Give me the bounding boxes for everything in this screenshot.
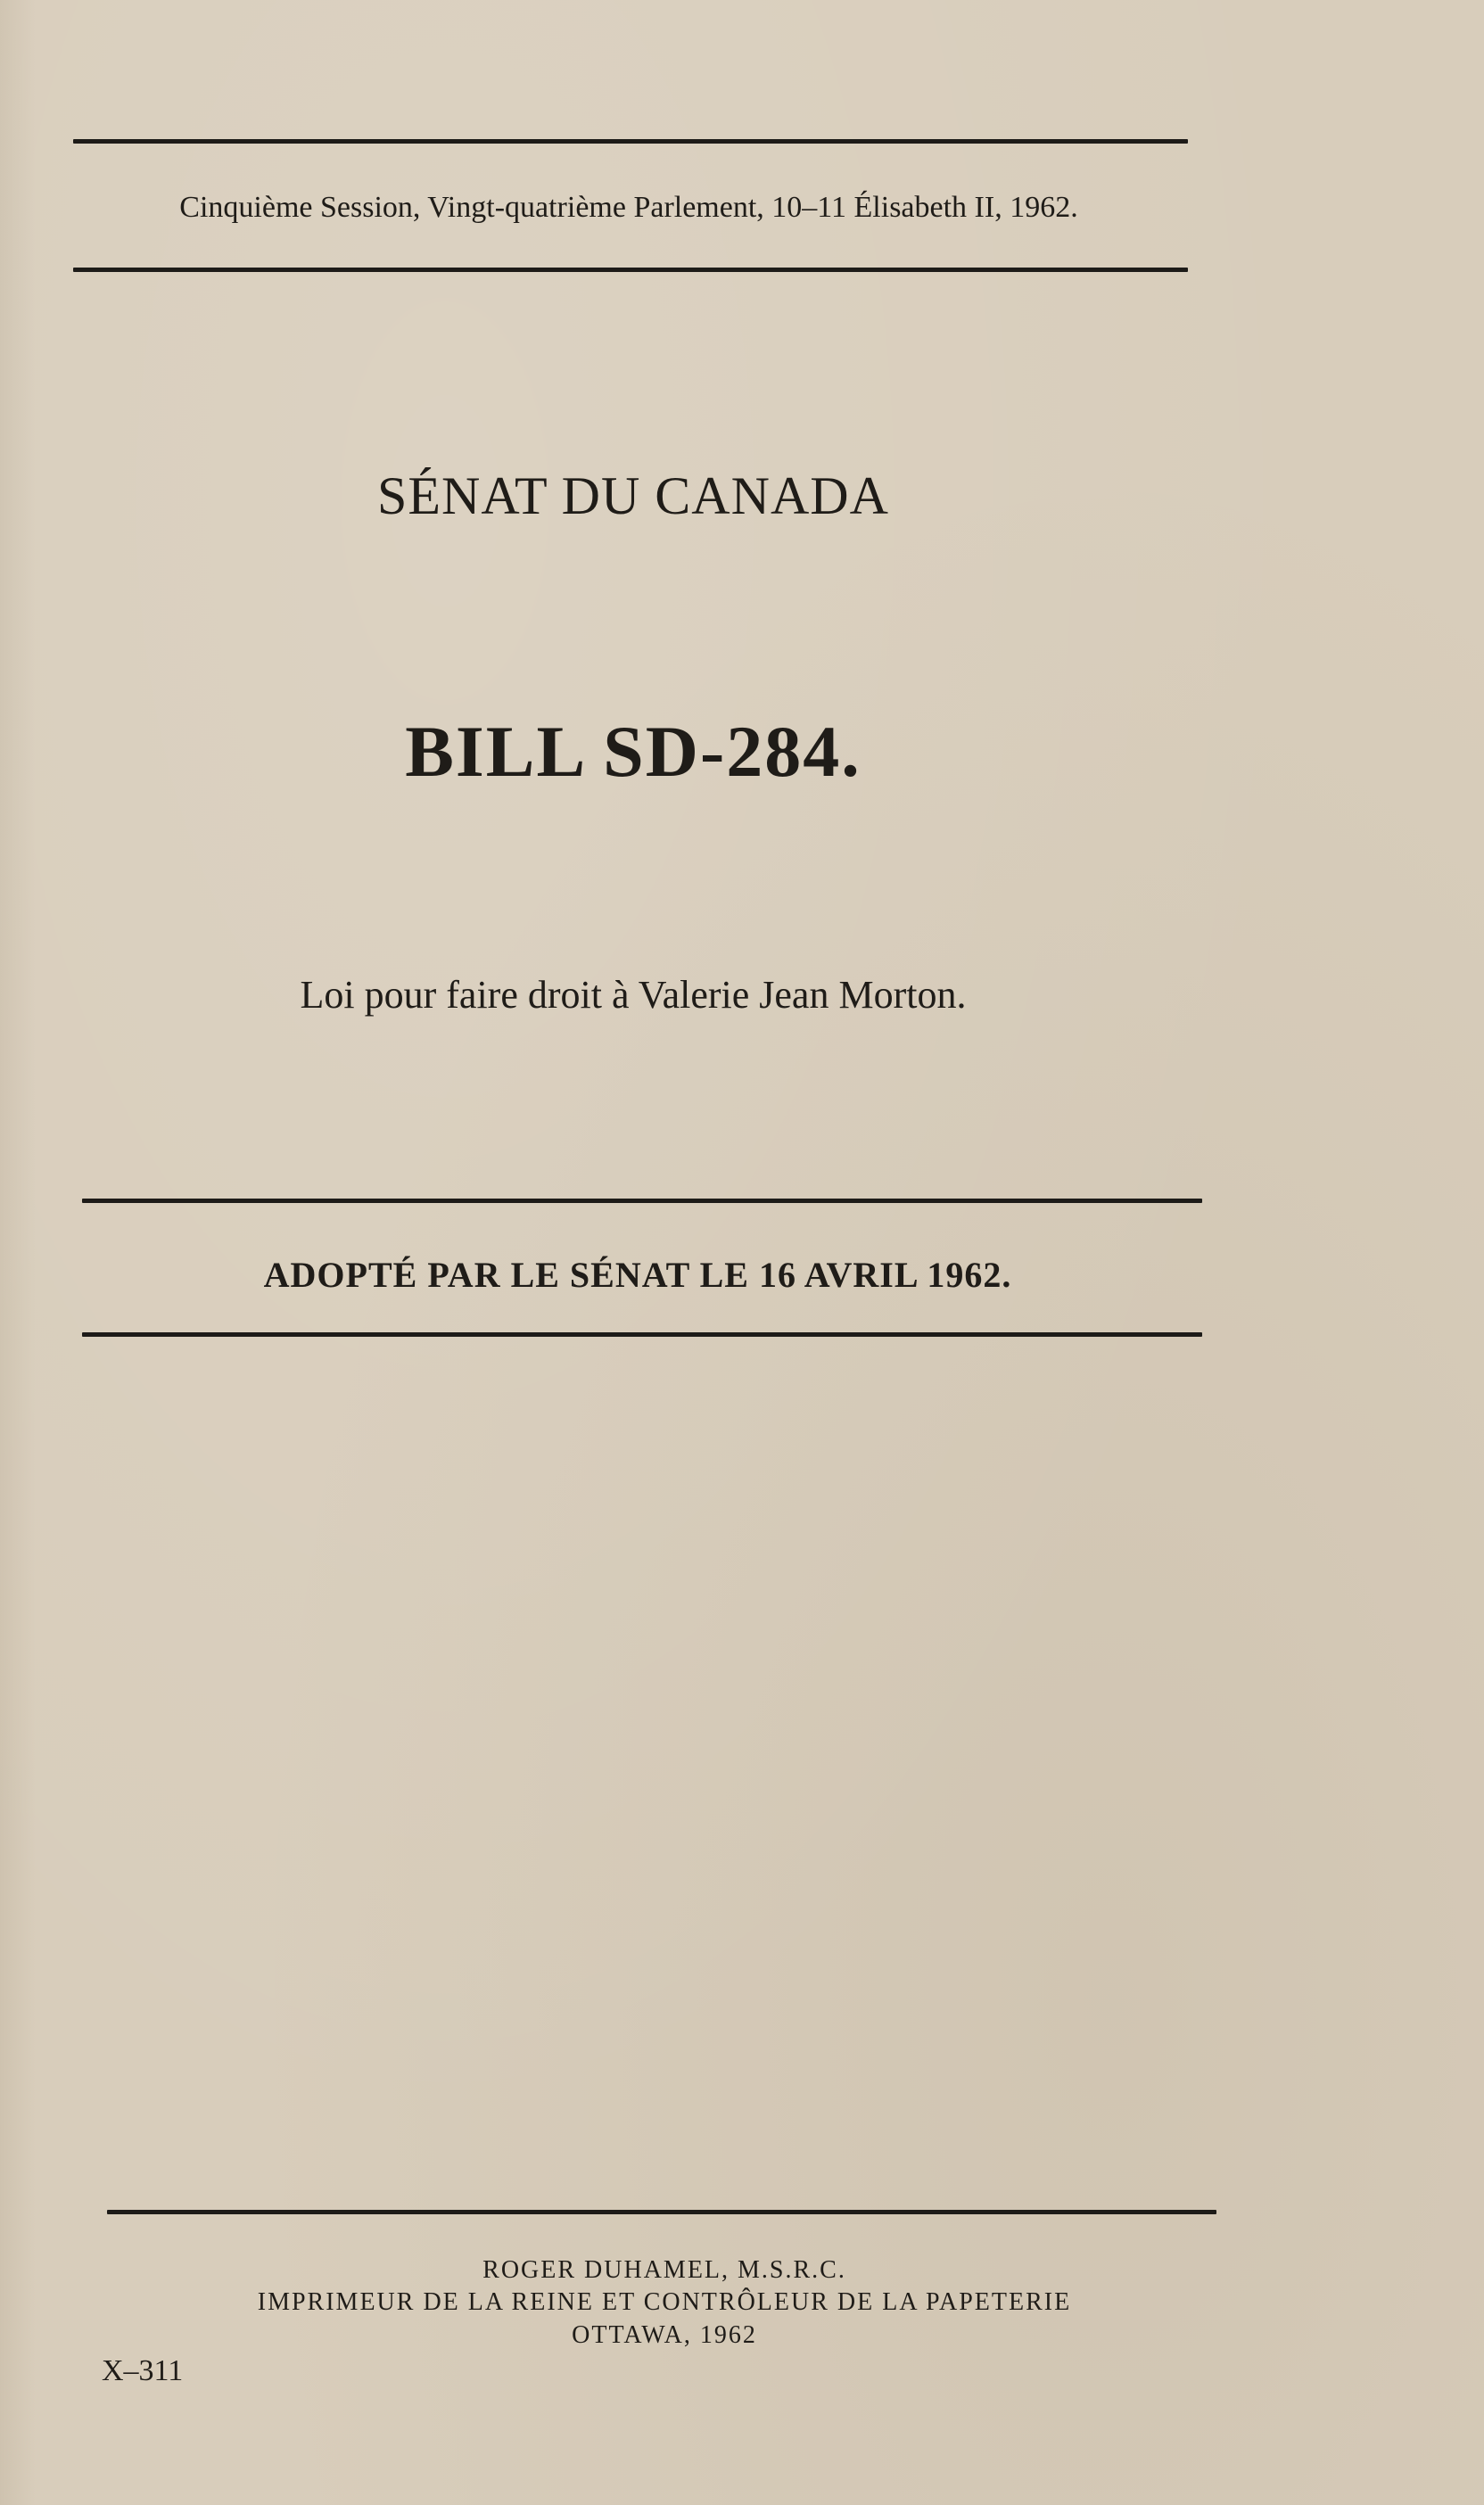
bill-number: BILL SD-284. (405, 711, 862, 792)
imprint-rule (107, 2210, 1216, 2214)
printer-role: IMPRIMEUR DE LA REINE ET CONTRÔLEUR DE LA PAPETERIE (257, 2288, 1072, 2316)
document-code: X–311 (102, 2354, 184, 2387)
passage-rule-upper (82, 1199, 1202, 1203)
session-line: Cinquième Session, Vingt-quatrième Parlement, 10–11 Élisabeth II, 1962. (179, 191, 1078, 224)
printer-name: ROGER DUHAMEL, M.S.R.C. (482, 2256, 846, 2284)
senate-name: SÉNAT DU CANADA (377, 466, 889, 525)
bill-title: Loi pour faire droit à Valerie Jean Morton. (300, 973, 967, 1017)
printer-place: OTTAWA, 1962 (572, 2321, 757, 2349)
top-rule-lower (73, 268, 1188, 272)
top-rule-upper (73, 139, 1188, 144)
passage-rule-lower (82, 1332, 1202, 1337)
passage-line: ADOPTÉ PAR LE SÉNAT LE 16 AVRIL 1962. (263, 1255, 1012, 1295)
